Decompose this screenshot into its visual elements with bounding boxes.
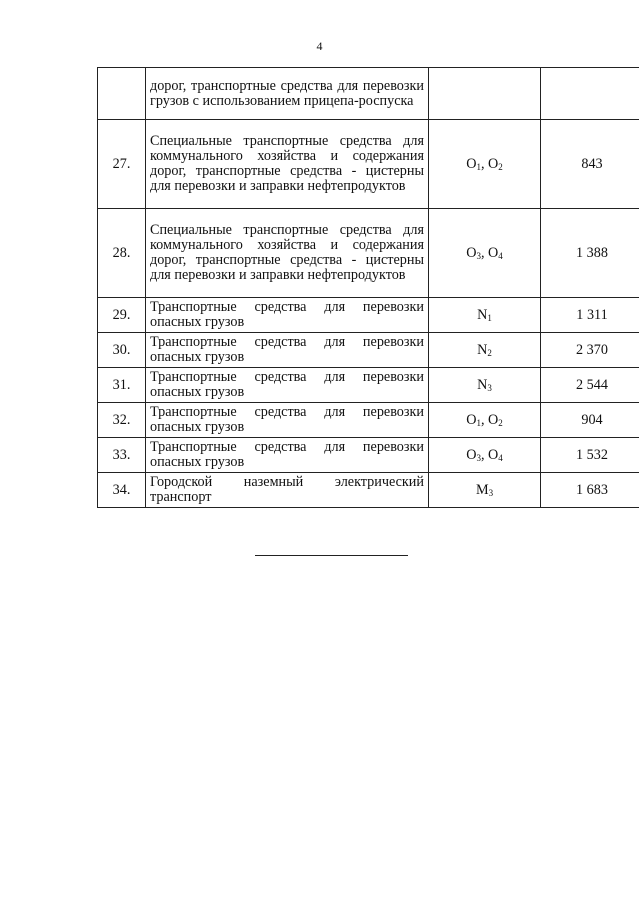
category-subscript: 3 xyxy=(476,250,481,261)
rate-value: 904 xyxy=(541,403,639,438)
rate-value xyxy=(541,68,639,120)
rate-value: 1 532 xyxy=(541,438,639,473)
vehicle-description: Специальные транспортные средства для коммунального хозяйства и содержания дорог, транспортные средства - цистерны для перевозки и заправки нефтепродуктов xyxy=(146,120,429,209)
rate-value: 2 544 xyxy=(541,368,639,403)
table-row xyxy=(98,120,639,209)
rate-value: 843 xyxy=(541,120,639,209)
rate-value: 1 683 xyxy=(541,473,639,508)
table-row xyxy=(98,298,639,333)
row-number: 27. xyxy=(98,120,146,209)
rate-value: 1 311 xyxy=(541,298,639,333)
category-subscript: 3 xyxy=(487,382,492,393)
vehicle-category: $O_3$, $O_4$ xyxy=(429,438,541,473)
category-subscript: 1 xyxy=(476,417,481,428)
vehicle-category xyxy=(429,333,541,368)
category-letter: O xyxy=(488,155,499,172)
vehicle-description: Транспортные средства для перевозки опасных грузов xyxy=(146,368,429,403)
category-letter: O xyxy=(466,244,477,261)
table-row xyxy=(98,333,639,368)
table-row xyxy=(98,473,639,508)
table-row xyxy=(98,368,639,403)
category-letter: O xyxy=(488,244,499,261)
category-subscript: 4 xyxy=(498,250,503,261)
table-body xyxy=(98,68,639,508)
category-letter: O xyxy=(466,446,477,463)
table-row xyxy=(98,68,639,120)
vehicle-category: $O_3$, $O_4$ xyxy=(429,209,541,298)
row-number: 33. xyxy=(98,438,146,473)
vehicle-description: Транспортные средства для перевозки опасных грузов xyxy=(146,333,429,368)
row-number: 31. xyxy=(98,368,146,403)
category-subscript: 1 xyxy=(476,161,481,172)
table-row xyxy=(98,438,639,473)
vehicle-rates-table xyxy=(97,67,639,508)
category-subscript: 2 xyxy=(498,417,503,428)
vehicle-description: Специальные транспортные средства для коммунального хозяйства и содержания дорог, транспортные средства - цистерны для перевозки и заправки нефтепродуктов xyxy=(146,209,429,298)
page-number: 4 xyxy=(316,39,323,53)
category-letter: N xyxy=(477,341,488,358)
vehicle-category xyxy=(429,473,541,508)
vehicle-category xyxy=(429,68,541,120)
vehicle-category xyxy=(429,368,541,403)
category-letter: O xyxy=(466,155,477,172)
vehicle-category: $O_1$, $O_2$ xyxy=(429,120,541,209)
table-row xyxy=(98,403,639,438)
vehicle-description: Транспортные средства для перевозки опасных грузов xyxy=(146,403,429,438)
category-subscript: 2 xyxy=(487,347,492,358)
category-letter: O xyxy=(488,411,499,428)
row-number: 30. xyxy=(98,333,146,368)
table-row xyxy=(98,209,639,298)
category-subscript: 3 xyxy=(476,452,481,463)
category-letter: N xyxy=(477,376,488,393)
category-subscript: 2 xyxy=(498,161,503,172)
category-subscript: 4 xyxy=(498,452,503,463)
vehicle-category: $O_1$, $O_2$ xyxy=(429,403,541,438)
row-number: 34. xyxy=(98,473,146,508)
category-letter: O xyxy=(466,411,477,428)
category-subscript: 1 xyxy=(487,312,492,323)
category-letter: N xyxy=(477,306,488,323)
vehicle-description: Транспортные средства для перевозки опасных грузов xyxy=(146,438,429,473)
vehicle-description: Городской наземный электрический транспорт xyxy=(146,473,429,508)
vehicle-description: дорог, транспортные средства для перевозки грузов с использованием прицепа-роспуска xyxy=(146,68,429,120)
category-subscript: 3 xyxy=(488,487,494,498)
row-number: 29. xyxy=(98,298,146,333)
category-letter: M xyxy=(475,481,489,498)
row-number: 28. xyxy=(98,209,146,298)
vehicle-description: Транспортные средства для перевозки опасных грузов xyxy=(146,298,429,333)
end-divider-line xyxy=(255,555,408,556)
rate-value: 2 370 xyxy=(541,333,639,368)
row-number: 32. xyxy=(98,403,146,438)
vehicle-category xyxy=(429,298,541,333)
category-letter: O xyxy=(488,446,499,463)
row-number xyxy=(98,68,146,120)
rate-value: 1 388 xyxy=(541,209,639,298)
